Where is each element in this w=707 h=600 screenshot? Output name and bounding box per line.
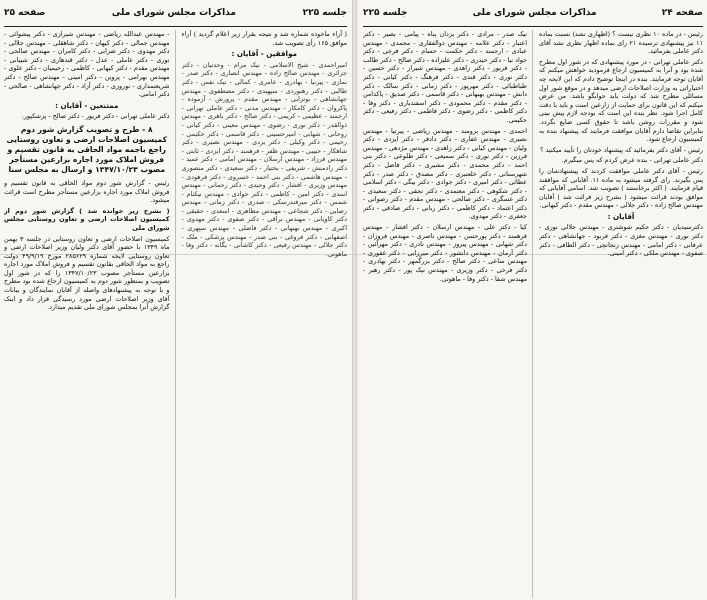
members-list-continued: - مهندس عبدالله ریاضی - مهندس شیرازی - دکتر پیشوائی - مهندس جمالی - دکتر کیهان - دکتر شاهقلی - مهندس جلالی - دکتر مهدوی - دکتر ضرابی - دکتر کامران - مهندس صالحی - نوری - دکتر عاملی - عدل - دکتر قندهاری - دکتر شیبانی - مهندس مقدم - دکتر کیهانی - کاظمی - رحیمیان - دکتر علوی - مهندس بهرامی - پروین - دکتر امینی - مهندس صالح - دکتر شریعتمداری - نوروزی - دکتر آزاد - دکتر جهانشاهی - صالحی - دکتر امامی.: [4, 30, 170, 99]
left-page-columns: [4, 30, 347, 598]
report-body: کمیسیون اصلاحات ارضی و تعاون روستایی در جلسه ۳ بهمن ماه ۱۳۴۹ با حضور آقای دکتر ولیان وزیر اصلاحات ارضی و تعاون روستایی لایحه شماره ۲۸۵۶۲۹ مورخ ۴۹/۹/۱۹ دولت راجع به مواد الحاقی بقانون تقسیم و فروش املاک مورد اجاره بزارعین مستأجر مصوب ۱۳۴۷/۱۰/۲۳ را که در شور اول تصویب و بمنظور شور دوم به کمیسیون ارجاع شده بود مطرح و با توجه به پیشنهادهای واصله از آقایان نمایندگان و بیانات آقای وزیر اصلاحات ارضی مورد رسیدگی قرار داد و اینک گزارش آنرا بمجلس شورای ملی تقدیم میدارد.: [4, 234, 170, 312]
members-list: دکترسیدیان - دکتر حکیم شوشتری - مهندس جلالی نوری - دکتر نوری - مهندس مغزی - دکتر فربود - جهانشاهی - دکتر عرفانی - دکتر امامی - مهندس زنجانچی - دکتر الطافی - دکتر صفوی - مهندس ملکی - دکتر امینی.: [539, 223, 703, 258]
left-session-label: جلسه ۲۲۵: [302, 8, 347, 18]
chair-vote-call: رئیس - آقای دکتر عاملی موافقت کردند که پیشنهادشان را پس بگیرند. رای گرفته میشود به ماده ۱۱. آقایانی که موافقند قیام فرمایند. ( اکثر برخاستند ) تصویب شد. اسامی آقایانی که موافق بودند قرائت میشود ( بشرح زیر قرائت شد ) آقایان مهندس صالح زاده - دکتر جلالی - مهندس مقدم - دکتر کیهانی.: [539, 166, 703, 210]
right-page-columns: [363, 30, 703, 598]
names-block-bottom: کیا - دکتر علی - مهندس ارسلان - دکتر افشار - مهندس فرهمند - دکتر پورحسن - مهندس ناصری - مهندس فروزان - دکتر شهابی - مهندس پیروز - مهندس نادری - دکتر مهرآئین - دکتر آرمان - مهندس دانشور - دکتر میرزایی - دکتر غفوری - مهندس ساعی - دکتر صالح - دکتر بزرگمهر - دکتر بهادری - دکتر فرخی - دکتر وزیری - مهندس نیک پور - دکتر رهبر - مهندس شفا - دکتر وفا - ماهوتی.: [363, 223, 527, 283]
left-page-header: [4, 0, 347, 27]
speaker-statement: دکتر عاملی تهرانی - در مورد پیشنهادی که در شور اول مطرح شده بود و آنرا به کمیسیون ارجاع فرمودید خواهش میکنم که آقایان توجه فرمایند. بنده در اینجا توضیح دادم که این لایحه چه اختیاراتی به وزارت اصلاحات ارضی میدهد و در موقع شور اول مسائلی مطرح شد که دولت باید جوابگو باشد. من عرض میکنم که این قانون برای حمایت از زارعین است و باید با دقت کامل اجرا شود. نظر بنده این است که بودجه لازم پیش بینی شود و مقررات روشن باشد تا حقوق کسی ضایع نگردد. بنابراین تقاضا دارم آقایان موافقت فرمایند که پیشنهاد بنده به کمیسیون ارجاع شود.: [539, 57, 703, 144]
members-heading: آقایان :: [607, 211, 635, 221]
agenda-item-title: ۸ - طرح و تصویب گزارش شور دوم کمیسیون اصلاحات ارضی و تعاون روستایی راجع باجمه مواد الحاقی به قانون تقسیم و فروش املاک مورد اجاره بزارعین مستأجر مصوب ۱۳۴۷/۱۰/۲۳ و ارسال به مجلس سنا: [6, 124, 167, 174]
right-page-header: [363, 0, 703, 27]
names-block-top: نیک صدر - مرادی - دکتر یزدان پناه - پیامی - بصیر - دکتر اعتبار - دکتر علامه - مهندس ذوالفقاری - محمدی - مهندس عبادی - ارجمند - دکتر حکمت - حسام - دکتر فرجی - دکتر جواد نیا - دکتر حیدری - دکتر علیزاده - دکتر صالح - دکتر طالب - دکتر فریور - دکتر زاهدی - مهندس شیراز - دکتر حسین - دکتر نوری - دکتر قندی - دکتر فرهنگ - دکتر کیانی - دکتر طباطبائی - دکتر مهرپور - دکتر زمانی - دکتر سالک - دکتر دانش - مهندس بهبهانی - دکتر قاسمی - دکتر صدیق - پاکدامن - دکتر مقدم - دکتر محمودی - دکتر اسفندیاری - دکتر وفا - دکتر کاظمی - دکتر رضوی - دکتر فاطمی - دکتر رفیعی - دکتر حکیمی.: [363, 30, 527, 124]
speaker-reply: دکتر عاملی تهرانی - بنده عرض کردم که پس میگیرم.: [561, 156, 703, 165]
right-page: [357, 0, 707, 600]
right-page-column-left: [363, 30, 533, 598]
chair-statement: رئیس - گزارش شور دوم مواد الحاقی به قانون تقسیم و فروش املاک مورد اجاره بزارعین مستأجر مطرح است قرائت میشود.: [4, 178, 170, 205]
chair-opening: رئیس - در ماده ۱۰ نظری نیست ؟ (اظهاری نشد) نسبت بماده ۱۱ نیز پیشنهادی نرسیده ۲۱ رای بماده اظهار نظری نشد آقای دکتر عاملی بفرمائید.: [539, 30, 703, 56]
left-page-column-left: [4, 30, 176, 598]
right-session-label: جلسه ۲۲۵: [363, 8, 408, 18]
chair-question: رئیس - آقای دکتر بفرمائید که پیشنهاد خودتان را تأیید میکنید ؟: [540, 145, 703, 154]
right-page-number: صفحه ۲۴: [661, 8, 703, 18]
vote-result-text: ( آراء ماخوذه شماره شد و نتیجه بقرار زیر اعلام گردید ) آراء موافق ۱۶۵ رأی تصویب شد.: [181, 30, 347, 47]
agreeing-members-list: امیراحمدی - شیخ الاسلامی - نیک مرام - وحدتیان - دکتر جزائری - مهندس صالح زاده - مهندس انصاری - دکتر صدر - نمازی - پیرنیا - بهادری - عامری - کمالی - نیک نفس - دکتر طالبی - دکتر رهنوردی - سپهبدی - دکتر مصطفوی - مهندس جهانشاهی - بوترابی - مهندس مقدم - پرورش - آزموده - پاکروان - دکتر کامکار - مهندس مدنی - دکتر عاملی تهرانی - ارجمند - عظیمی - کریمی - دکتر صالح - دکتر باهری - مهندس ذوالقدر - دکتر نوری - رضوی - مهندس معینی - دکتر کیانی - روحانی - شهابی - امیرحسینی - دکتر قاسمی - دکتر حکیمی - رحیمی - دکتر وکیلی - دکتر یزدی - مهندس نصیری - دکتر شاهکار - حبیبی - مهندس ظفر - فرهمند - دکتر ایزدی - ثابتی - مهندس فرزاد - مهندس ارسلان - مهندس امامی - دکتر عمید - دکتر رادمنش - شریفی - بختیار - دکتر سعیدی - دکتر منصوری - مهندس هاشمی - دکتر بنی احمد - خسروی - دکتر فرهودی - مهندس وزیری - افشار - دکتر وحیدی - دکتر رحمانی - مهندس اسدی - دکتر امین - کاظمی - دکتر جوادی - مهندس نیکنام - شمس - دکتر میرفندرسکی - صدری - دکتر زمانی - مهندس رضایی - دکتر شجاعی - مهندس مظاهری - اسعدی - حقیقی - دکتر کاویانی - مهندس نراقی - دکتر صفوی - دکتر مهدوی - اکبری - مهندس بهبهانی - دکتر فاضلی - مهندس سپهری - اصفهانی - دکتر فروغی - بنی صدر - مهندس پزشکی - ملک - دکتر جلالی - مهندس رفیعی - دکتر کاشانی - یگانه - دکتر وفا - ماهوتی.: [181, 60, 347, 258]
report-intro: ( بشرح زیر خوانده شد ) گزارش شور دوم از کمیسیون اصلاحات ارضی و تعاون روستایی مجلس شورای ملی: [4, 206, 170, 232]
right-running-title: مذاکرات مجلس شورای ملی: [472, 8, 597, 18]
abstaining-members-list: دکتر عاملی تهرانی - دکتر فریور - دکتر صالح - پزشکپور.: [21, 112, 170, 121]
right-page-column-right: [539, 30, 703, 598]
names-block-middle: احمدی - مهندس برومند - مهندس ریاضی - پیرنیا - مهندس نصیری - مهندس غفاری - دکتر دادفر - دکتر ایزدی - دکتر ولیان - مهندس کیانی - دکتر زاهدی - مهندس مژدهی - مهندس فرزین - دکتر نوری - دکتر سمیعی - دکتر طلوعی - دکتر بنی احمد - دکتر محمدی - دکتر مشیری - دکتر فاضل - دکتر شهرستانی - دکتر خلعتبری - دکتر مصدق - دکتر صدر - دکتر عطائی - دکتر امیری - دکتر جوادی - دکتر بیگی - دکتر اسلامی - دکتر شکوهی - دکتر معتمدی - دکتر نجفی - دکتر سعیدی - دکتر عسگری - دکتر صالحی - مهندس مقدم - دکتر رضوانی - دکتر اعتماد - دکتر کاظمی - دکتر ربانی - دکتر صادقی - دکتر جعفری - دکتر مهدوی.: [363, 126, 527, 221]
abstaining-heading: ممتنعین - آقایان :: [55, 100, 119, 110]
left-page-column-right: [182, 30, 348, 598]
left-page: [0, 0, 353, 600]
agreeing-heading: موافقین - آقایان :: [231, 49, 297, 59]
left-page-number: صفحه ۲۵: [4, 8, 46, 18]
left-running-title: مذاکرات مجلس شورای ملی: [111, 8, 236, 18]
